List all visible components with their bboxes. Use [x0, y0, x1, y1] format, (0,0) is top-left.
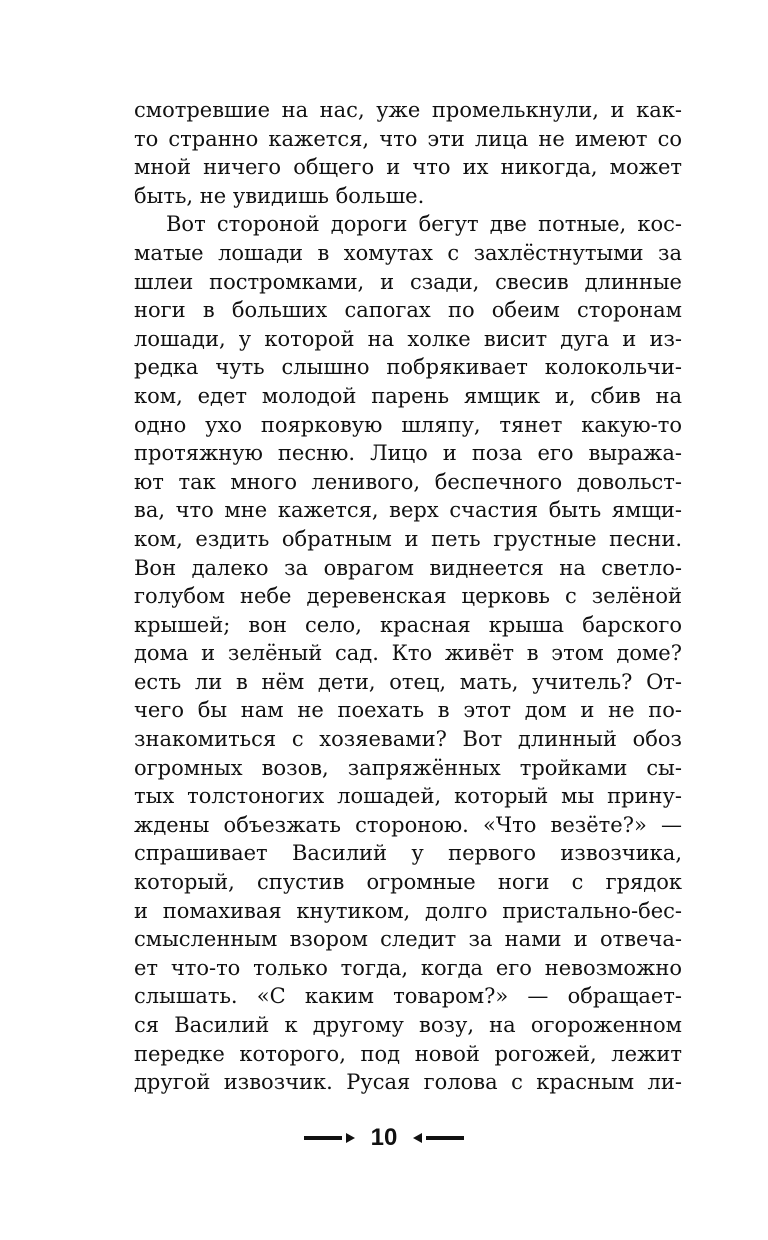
text-line: чего бы нам не поехать в этот дом и не по- [134, 698, 682, 723]
text-line: протяжную песню. Лицо и поза его выража- [134, 441, 682, 466]
text-line: ся Василий к другому возу, на огороженном [134, 1013, 682, 1037]
text-line: тых толстоногих лошадей, который мы прину- [134, 784, 682, 809]
text-line: Вон далеко за оврагом виднеется на светло- [134, 555, 682, 580]
text-line: передке которого, под новой рогожей, лежит [134, 1041, 682, 1066]
text-line: ждены объезжать стороною. «Что везёте?» — [134, 812, 682, 837]
text-line: ют так много ленивого, беспечного довольст- [134, 469, 682, 494]
text-line: другой извозчик. Русая голова с красным ли- [134, 1070, 682, 1095]
page-footer [0, 1118, 768, 1158]
text-line: слышать. «С каким товаром?» — обращает- [134, 984, 682, 1009]
right-ornament-icon [413, 1133, 464, 1143]
text-line: редка чуть слышно побрякивает колокольчи- [134, 355, 682, 380]
text-line: спрашивает Василий у первого извозчика, [134, 841, 682, 866]
text-line: мной ничего общего и что их никогда, может [134, 155, 682, 180]
text-line: ет что-то только тогда, когда его невозможно [134, 955, 682, 980]
text-line: быть, не увидишь больше. [134, 183, 425, 208]
page-number: 10 [370, 1124, 398, 1151]
text-line: голубом небе деревенская церковь с зелёной [134, 584, 682, 609]
text-line: дома и зелёный сад. Кто живёт в этом доме? [134, 641, 682, 666]
text-line: Вот стороной дороги бегут две потные, кос- [166, 212, 682, 237]
text-line: матые лошади в хомутах с захлёстнутыми за [134, 240, 682, 265]
text-line: ва, что мне кажется, верх счастия быть ямщи- [134, 498, 682, 523]
text-line: шлеи постромками, и сзади, свесив длинные [134, 269, 682, 294]
text-line: знакомиться с хозяевами? Вот длинный обоз [134, 727, 682, 752]
text-line: ком, ездить обратным и петь грустные песни. [134, 526, 682, 551]
text-line: крышей; вон село, красная крыша барского [134, 612, 682, 637]
body-text [134, 96, 682, 1097]
text-line: который, спустив огромные ноги с грядок [134, 870, 682, 895]
text-line: одно ухо поярковую шляпу, тянет какую-то [134, 412, 682, 437]
left-ornament-icon [304, 1133, 355, 1143]
text-line: смысленным взором следит за нами и отвеча- [134, 927, 682, 952]
text-line: огромных возов, запряжённых тройками сы- [134, 755, 682, 780]
text-line: есть ли в нём дети, отец, мать, учитель? От- [134, 669, 682, 694]
text-line: то странно кажется, что эти лица не имеют со [134, 126, 682, 151]
text-line: лошади, у которой на холке висит дуга и из- [134, 326, 682, 351]
text-line: смотревшие на нас, уже промелькнули, и как- [134, 98, 682, 122]
text-line: ком, едет молодой парень ямщик и, сбив на [134, 383, 682, 408]
text-line: и помахивая кнутиком, долго пристально-бес- [134, 898, 682, 923]
text-line: ноги в больших сапогах по обеим сторонам [134, 298, 682, 323]
